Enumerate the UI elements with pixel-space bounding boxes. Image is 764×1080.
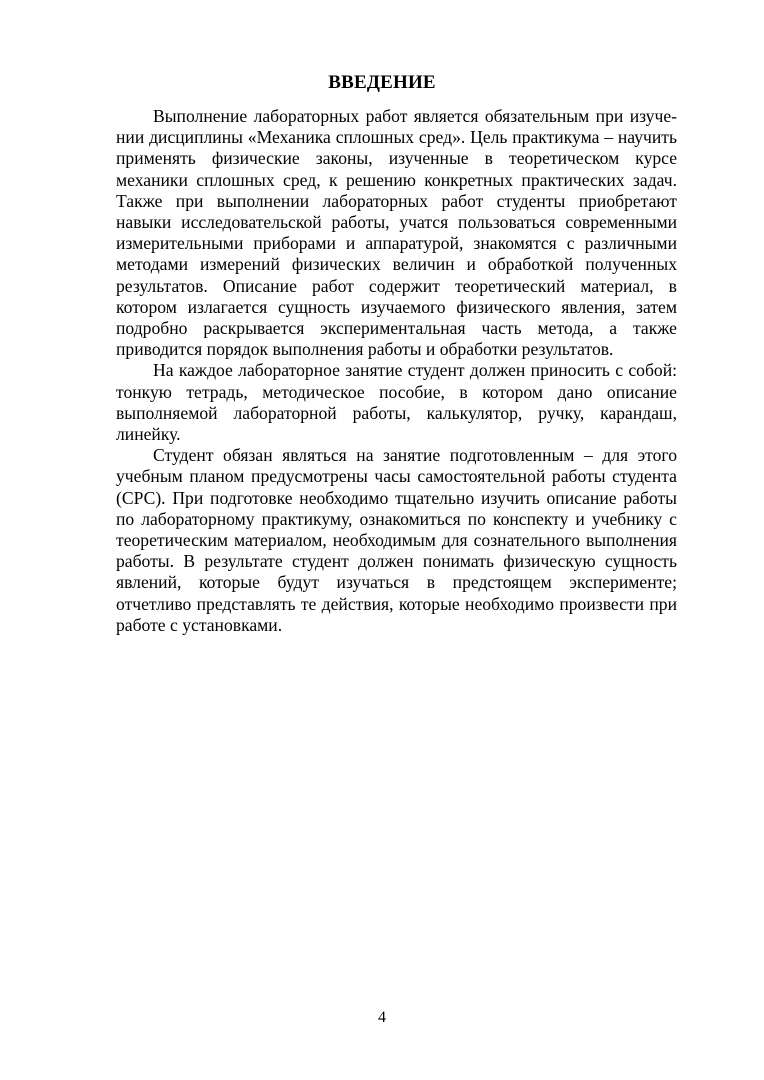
body-text — [116, 106, 677, 636]
paragraph-2: На каждое лабораторное занятие студент должен приносить с собой: тонкую тетрадь, методическое пособие, в котором дано описание выполняемой лабораторной работы, калькулятор, ручку, карандаш, линейку. — [116, 360, 677, 445]
paragraph-1: Выполнение лабораторных работ является обязательным при изучении дисциплины «Механика сплошных сред». Цель практикума – научить применять физические законы, изученные в теоретическом курсе механики сплошных сред, к решению конкретных практических задач. Также при выполнении лабораторных работ студенты приобретают навыки исследовательской работы, учатся пользоваться современными измерительными приборами и аппаратурой, знакомятся с различными методами измерений физических величин и обработкой полученных результатов. Описание работ содержит теоретический материал, в котором излагается сущность изучаемого физического явления, затем подробно раскрывается экспериментальная часть метода, а также приводится порядок выполнения работы и обработки результатов. — [116, 106, 677, 360]
paragraph-3: Студент обязан являться на занятие подготовленным – для этого учебным планом предусмотрены часы самостоятельной работы студента (СРС). При подготовке необходимо тщательно изучить описание работы по лабораторному практикуму, ознакомиться по конспекту и учебнику с теоретическим материалом, необходимым для сознательного выполнения работы. В результате студент должен понимать физическую сущность явлений, которые будут изучаться в предстоящем эксперименте; отчетливо представлять те действия, которые необходимо произвести при работе с установками. — [116, 445, 677, 635]
page-number: 4 — [378, 1009, 386, 1026]
page-title: ВВЕДЕНИЕ — [328, 72, 436, 93]
